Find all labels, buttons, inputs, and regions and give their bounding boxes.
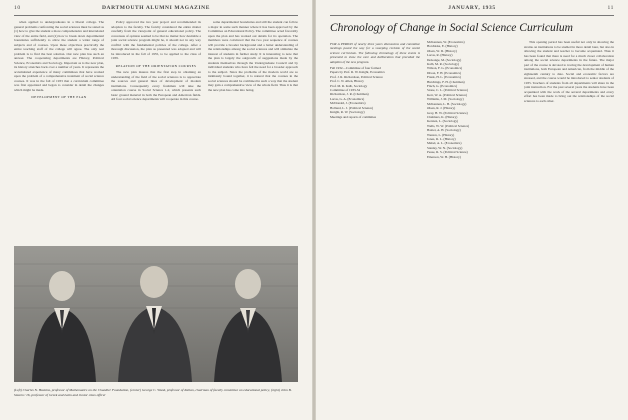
- list-item-text: Prof. C. N. Allen, History: [330, 79, 364, 84]
- text-column-2: [111, 20, 201, 242]
- list-item-text: Pease, R. S. (Political Science): [427, 150, 468, 155]
- text-column-1: [14, 20, 104, 242]
- list-item-text: Hutchings, F. H. (Chairman): [427, 79, 465, 84]
- list-item-text: Prof. M. R. Kalb, Sociology: [330, 83, 368, 88]
- list-item-text: Weston, L. (History): [427, 132, 455, 137]
- intro-paragraph: FOR A PERIOD of nearly three years discussions and committee meetings paved the way for a sweeping revision of the social science curriculum. The following chronology of these events is presented to show the care and deliberation that preceded the adoption of the new program.: [330, 42, 420, 64]
- list-item-text: Kersten, L. (Sociology): [427, 119, 459, 124]
- list-item-text: Mabel, A. L. (Economics): [427, 141, 462, 146]
- list-item-text: McKennan, L. B. (Sociology): [427, 101, 467, 106]
- text-column-right: [524, 40, 614, 410]
- paragraph: This opening period has been useful not only in showing the strains on institutions to be studied in more detail later, but also in allowing the student and teacher to become acquainted. Thus it has been found that there is need for a much closer collaboration among the social science departments in the future. The major part of the course is devoted to tracing the development of human institutions, both European and American, from the middle of the eighteenth century to date. Social and economic factors are stressed, and the course would be introduced to senior students of 1935. Teachers of students from all departments will share in the joint instruction. For the past several years the students have been acquainted with the work of the several departments and every effort has been made to bring out the relationships of the social sciences to each other.: [524, 40, 614, 103]
- list-item-text: Holland, L. J. (Political Science): [330, 105, 374, 110]
- list-item-text: Chalmers, K. (History): [427, 114, 458, 119]
- list-item-text: Frank, H. L. (Economics): [427, 75, 461, 80]
- page-number: 11: [607, 5, 614, 11]
- right-page-header: [330, 5, 614, 15]
- left-page: [0, 0, 312, 420]
- list-item-text: Stanley, W. N. (Sociology): [427, 145, 463, 150]
- list-item-text: Papers by Prof. R. W. Knight, Economics: [330, 70, 385, 75]
- paragraph: when applied to undergraduates in a liberal college. The general problems confronting the social sciences must be stated as (1) how to give the student a more comprehensive and interrelated view of the entire field, and (2) how to break down departmental boundaries sufficiently to allow the student a wider range of subjects and of courses. Upon these objectives practically the entire teaching staff of the college will agree. The only real problem is to find the best solution. Our new plan has such an answer. The cooperating departments are History, Political Science, Economics and Sociology. Important as is the new plan, its history stretches back over a number of years. It represents the accumulated experience of many committees that have worked upon the problem of a comprehensive treatment of social science courses. It was in the fall of 1933 that a curriculum committee was first appointed and began to consider in detail the changes which might be made.: [14, 20, 104, 92]
- list-item: [330, 115, 420, 119]
- list-item-text: Lucas, G. A. (Economics): [330, 96, 365, 101]
- paragraph: The new plan insures that the first step in obtaining an understanding of the field of the social sciences is to appreciate the sources and general lines of development of modern institutions. Consequently every freshman will take the orientation course in Social Science 1-2, which presents such basic ground material in both the European and American fields. All four social science departments will cooperate in this course.: [111, 70, 201, 101]
- list-item-text: McDonald, J. (Economics): [330, 101, 366, 106]
- header-rule: [330, 15, 614, 16]
- paragraph: Policy approved the two year project and recommended its adoption to the faculty. The faculty considered the entire matter carefully from the viewpoint of general educational policy. The concensus of opinion seemed to be that no matter how desirable a joint social science program might be, it should not in any way conflict with the fundamental policies of the college. After a thorough discussion, the plan as presented was adopted and will be introduced in the fall of 1935, to be applied to the class of 1939.: [111, 20, 201, 60]
- subhead: DEVELOPMENT OF THE PLAN: [31, 95, 87, 99]
- list-item: [427, 155, 517, 159]
- paragraph: some departmental boundaries and still the student can follow a major in some such manner where it has been approved by the Committee on Educational Policy. The committee acted favorably upon the plan and has worked out details for its operation. The members were convinced that the two year sequence of courses will provide a broader background and a better understanding of the relationships among the social sciences and will stimulate the interest of students in further study. It is interesting to note that the plan is largely the outgrowth of suggestions made by the students themselves through the Undergraduate Council and by individual students who have felt the need for a broader approach to the subject. Since the problems of the modern world are so intimately bound together, it is natural that the courses in the social sciences should be combined in such a way that the student may gain a comprehensive view of the whole field. Thus it is that the new plan has come into being.: [208, 20, 298, 92]
- list-item-text: Richardson, J. R. (Chairman): [330, 92, 369, 97]
- list-item-text: Fall 1932—Committee of four formed: [330, 66, 381, 71]
- list-item-text: Williams, J. M. (Sociology): [427, 97, 464, 102]
- faculty-photo: [14, 246, 298, 382]
- list-item-text: McKennan, W. (Economics): [427, 40, 465, 44]
- running-head: DARTMOUTH ALUMNI MAGAZINE: [101, 5, 210, 11]
- chronology-column-2: [427, 40, 517, 410]
- chronology-column-1: [330, 40, 420, 410]
- list-item-text: Committee of 1933-34: [330, 88, 361, 93]
- list-item-text: Lucas, R. (History): [427, 53, 453, 58]
- list-item-text: Wells, W. W. (Political Science): [427, 123, 470, 128]
- article-title: Chronology of Change in Social Science Curriculum: [330, 22, 573, 34]
- text-column-3: [208, 20, 298, 242]
- list-item-text: Kerr, W. A. (Political Science): [427, 92, 468, 97]
- list-item-text: Hotchkiss, E. (History): [427, 44, 458, 49]
- list-item-text: Meetings and reports of committee: [330, 114, 377, 119]
- left-page-header: [14, 5, 298, 15]
- subhead: RELATION OF THE ORIENTATION COURSES: [115, 63, 197, 68]
- list-item-text: Olsen, W. D. (History): [427, 48, 457, 53]
- header-rule: [14, 15, 298, 16]
- list-item-text: Dixon, F. H. (Economics): [427, 70, 461, 75]
- list-item-text: Wilson, F. G. (Economics): [427, 66, 463, 71]
- list-item-text: DeGange, M. (Sociology): [427, 57, 462, 62]
- list-item-text: Knight, R. W. (Sociology): [330, 110, 365, 115]
- right-page: [316, 0, 628, 420]
- list-item-text: Baxter, A. H. (Sociology): [427, 128, 461, 133]
- photo-caption: [14, 388, 298, 397]
- list-item-text: Kalb, M. R. (Sociology): [427, 62, 460, 67]
- list-item-text: Olsen, R. J. (History): [427, 106, 456, 111]
- caption-text: (Left) Charles N. Haskins, professor of Mathematics on the Chandler Foundation, (center) George C. Wood, professor of Italian, chairman of faculty committee on educational policy, (right) John B. Stearns '16, professor of Greek and Latin and Junior class officer: [14, 388, 292, 397]
- member-list: [427, 40, 517, 159]
- list-item-text: Stone, C. L. (Political Science): [427, 88, 468, 93]
- page-number: 10: [14, 5, 21, 11]
- issue-date: JANUARY, 1935: [448, 5, 496, 11]
- chronology-list: [330, 66, 420, 119]
- list-item-text: Emerson, W. H. (History): [427, 154, 461, 159]
- list-item-text: Finch, G. (Economics): [427, 84, 458, 89]
- list-item-text: Prof. J. R. Richardson, Political Science: [330, 74, 383, 79]
- list-item-text: Gray, H. W. (Political Science): [427, 110, 468, 115]
- list-item-text: Jones, R. L. (History): [427, 136, 456, 141]
